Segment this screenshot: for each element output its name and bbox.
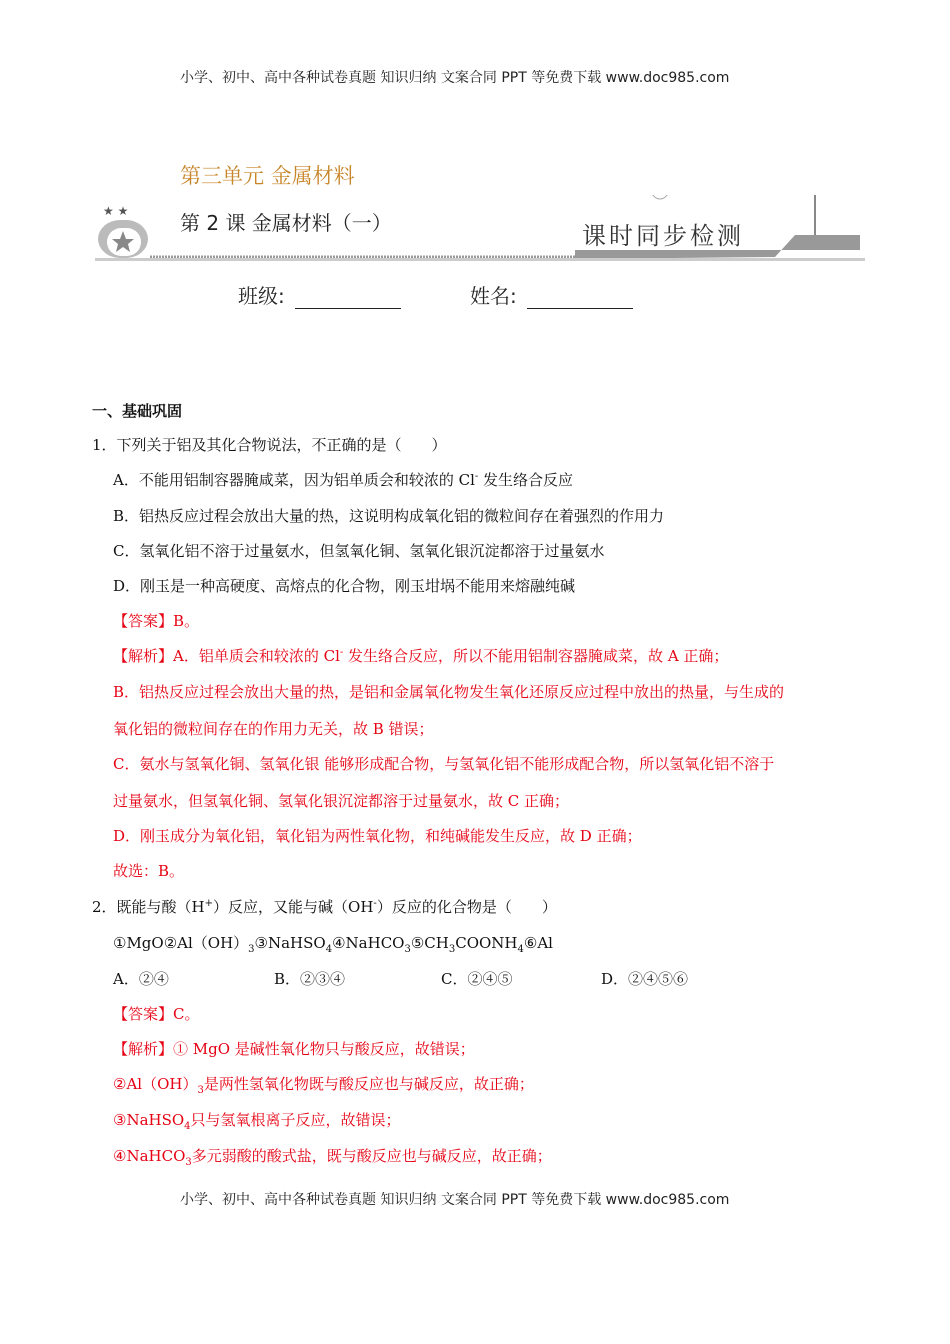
svg-text:★ ★: ★ ★ (103, 204, 129, 218)
class-field (238, 280, 401, 309)
q2-analysis-line: $②Al(OH)_3$是两性氢氧化物既与酸反应也与碱反应，故正确； (113, 1075, 534, 1096)
banner-title: 课时同步检测 (582, 222, 744, 250)
q2-option-a: A．②④ (113, 970, 169, 988)
q1-option-b: B．铝热反应过程会放出大量的热，这说明构成氧化铝的微粒间存在着强烈的作用力 (113, 507, 665, 525)
q2-option-c: C．②④⑤ (441, 970, 513, 988)
q2-option-d: D．②④⑤⑥ (601, 970, 689, 988)
q2-analysis-line: 【解析】① MgO 是碱性氧化物只与酸反应，故错误； (113, 1040, 475, 1058)
q1-analysis-line: 故选：B。 (113, 862, 185, 880)
name-field (470, 280, 633, 309)
lesson-title: 第 2 课 金属材料（一） (180, 211, 392, 235)
q1-analysis-line: 【解析】A．铝单质会和较浓的 Cl- 发生络合反应，所以不能用铝制容器腌咸菜，故 A 正确； (113, 647, 729, 665)
q1-analysis-line: C．氨水与氢氧化铜、氢氧化银 能够形成配合物，与氢氧化铝不能形成配合物，所以氢氧化铝不溶于 (113, 755, 775, 773)
section-heading: 一、基础巩固 (92, 402, 183, 420)
q2-stem: 2．既能与酸（H+）反应，又能与碱（OH-）反应的化合物是（ ） (92, 898, 557, 916)
q1-stem: 1．下列关于铝及其化合物说法，不正确的是（ ） (92, 436, 447, 454)
name-blank[interactable] (527, 286, 633, 309)
q1-analysis-line: 氧化铝的微粒间存在的作用力无关，故 B 错误； (113, 720, 434, 738)
q2-answer: 【答案】C。 (113, 1005, 200, 1023)
class-blank[interactable] (295, 286, 401, 309)
class-label: 班级: (238, 284, 285, 308)
q2-analysis-line: ③NaHSO$_4$只与氢氧根离子反应，故错误； (113, 1111, 401, 1132)
q1-analysis-line: D．刚玉成分为氧化铝，氧化铝为两性氧化物，和纯碱能发生反应，故 D 正确； (113, 827, 642, 845)
q2-analysis-line: ④NaHCO$_3$多元弱酸的酸式盐，既与酸反应也与碱反应，故正确； (113, 1147, 552, 1168)
q2-option-b: B．②③④ (274, 970, 346, 988)
q1-analysis-line: B．铝热反应过程会放出大量的热，是铝和金属氧化物发生氧化还原反应过程中放出的热量，与生成的 (113, 683, 785, 701)
q1-option-a: A．不能用铝制容器腌咸菜，因为铝单质会和较浓的 Cl- 发生络合反应 (113, 471, 574, 489)
q1-analysis-line: 过量氨水，但氢氧化铜、氢氧化银沉淀都溶于过量氨水，故 C 正确； (113, 792, 570, 810)
q2-compound-list: $①MgO②Al(OH)_3③NaHSO_4④NaHCO_3⑤CH_3COONH_4⑥Al$ (113, 934, 553, 955)
q1-option-d: D．刚玉是一种高硬度、高熔点的化合物，刚玉坩埚不能用来熔融纯碱 (113, 577, 576, 595)
header-banner: 小学、初中、高中各种试卷真题 知识归纳 文案合同 PPT 等免费下载 www.doc985.com (180, 70, 730, 86)
name-label: 姓名: (470, 284, 517, 308)
unit-title: 第三单元 金属材料 (180, 164, 355, 188)
footer-banner: 小学、初中、高中各种试卷真题 知识归纳 文案合同 PPT 等免费下载 www.doc985.com (180, 1192, 730, 1208)
q1-answer: 【答案】B。 (113, 612, 200, 630)
q1-option-c: C．氢氧化铝不溶于过量氨水，但氢氧化铜、氢氧化银沉淀都溶于过量氨水 (113, 542, 605, 560)
